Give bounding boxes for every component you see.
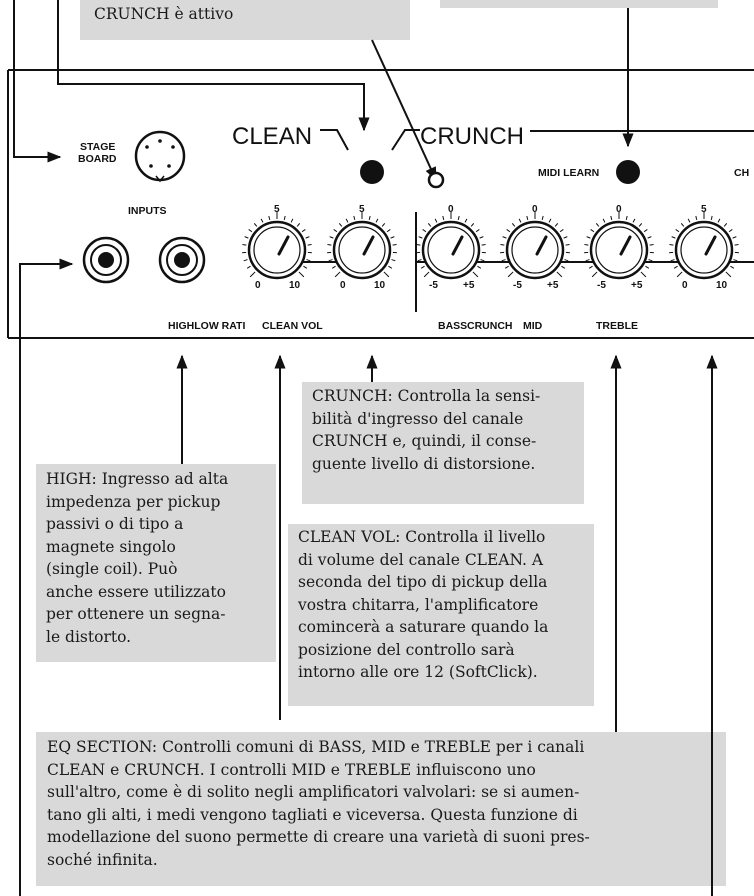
scale-min-label: -5 [597,280,606,291]
scale-min-label: 0 [255,280,261,291]
knob-chorus [669,204,739,291]
scale-min-label: 0 [340,280,346,291]
knob-treble [584,204,654,291]
label-bass: BASS [438,320,468,332]
scale-max-label: 10 [374,280,386,291]
scale-top-label: 0 [448,204,454,215]
callout-crunch-active: CRUNCH è attivo [80,0,410,40]
callout-eq-section: EQ SECTION: Controlli comuni di BASS, MID e TREBLE per i canali CLEAN e CRUNCH. I controlli MID e TREBLE influiscono uno sull'altro, come è di solito negli amplificatori valvolari: se si aumen- tano gli alti, i medi vengono tagliati e viceversa. Questa funzione di modellazione del suono permette di creare una varietà di suoni pres- soché infinita. [36,732,726,886]
crunch-led [429,173,443,187]
clean-led [360,160,384,184]
stage-board-connector [136,132,184,181]
input-jack-high [84,238,128,282]
label-clean: CLEAN [232,123,313,150]
scale-top-label: 5 [701,204,707,215]
label-stage: STAGE [80,141,116,153]
leader-crunch-led [372,40,436,180]
scale-top-label: 0 [616,204,622,215]
knob-crunch [327,204,397,291]
scale-min-label: -5 [513,280,522,291]
scale-max-label: +5 [463,280,475,291]
scale-max-label: +5 [547,280,559,291]
scale-min-label: -5 [429,280,438,291]
leader-lines [14,0,712,896]
callout-crunch: CRUNCH: Controlla la sensi- bilità d'ingresso del canale CRUNCH e, quindi, il conse- guente livello di distorsione. [302,382,584,504]
midi-learn-led [616,160,640,184]
label-mid: MID [523,320,543,332]
label-board: BOARD [78,153,117,165]
scale-top-label: 0 [532,204,538,215]
knob-group [242,204,739,291]
panel-frame [8,70,754,338]
label-crunch-knob: CRUNCH [467,320,513,332]
scale-max-label: 10 [716,280,728,291]
scale-top-label: 5 [274,204,280,215]
leader-stage-board [14,0,60,157]
leader-high-input [20,264,72,896]
input-jack-low [160,238,204,282]
callout-high: HIGH: Ingresso ad alta impedenza per pickup passivi o di tipo a magnete singolo (single coil). Può anche essere utilizzato per ottenere un segna- le distorto. [36,464,276,662]
label-chorus-cut: CH [734,167,750,179]
callout-clean-vol: CLEAN VOL: Controlla il livello di volume del canale CLEAN. A seconda del tipo di pickup della vostra chitarra, l'amplificatore comincerà a saturare quando la posizione del controllo sarà intorno alle ore 12 (SoftClick). [288,524,594,706]
scale-min-label: 0 [682,280,688,291]
scale-top-label: 5 [359,204,365,215]
label-crunch: CRUNCH [420,123,524,150]
label-midi-learn: MIDI LEARN [538,167,600,179]
label-inputs: INPUTS [128,205,167,217]
leader-clean-led [58,0,364,130]
knob-clean-vol [242,204,312,291]
scale-max-label: +5 [631,280,643,291]
label-clean-vol: CLEAN VOL [262,320,323,332]
label-high-low-rati: HIGHLOW RATI [168,320,246,332]
label-treble: TREBLE [596,320,638,332]
channel-lines [320,130,754,150]
knob-bass [416,204,486,291]
knob-mid [500,204,570,291]
scale-max-label: 10 [289,280,301,291]
